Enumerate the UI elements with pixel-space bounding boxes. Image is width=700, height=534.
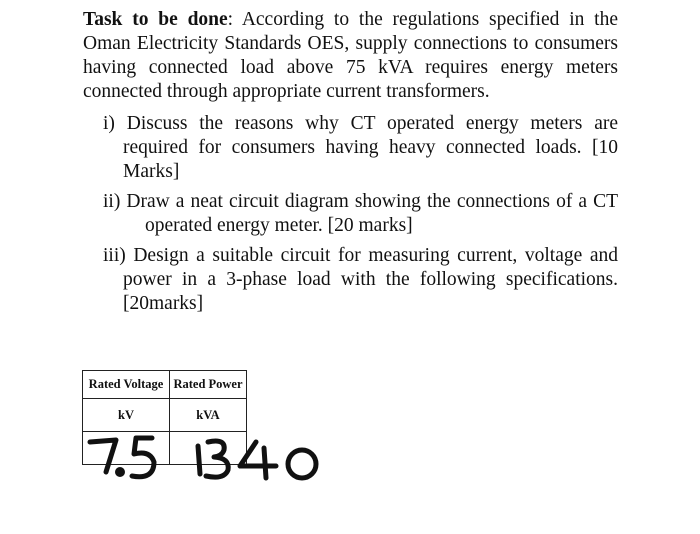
question-number: ii) — [103, 191, 121, 212]
handwritten-power — [198, 441, 316, 478]
header-rated-voltage: Rated Voltage — [83, 371, 170, 399]
task-label: Task to be done — [83, 9, 228, 30]
question-item-2 — [103, 190, 618, 238]
question-text: Discuss the reasons why CT operated energy meters are required for consumers having heavy connected loads. [10 Marks] — [123, 113, 619, 182]
question-text: Design a suitable circuit for measuring current, voltage and power in a 3-phase load with the following specifications. [20marks] — [123, 245, 619, 314]
question-number: i) — [103, 113, 115, 134]
question-item-1 — [103, 112, 618, 184]
task-text: : According to the regulations specified in the Oman Electricity Standards OES, supply connections to consumers having connected load above 75 kVA requires energy meters connected through appropriate current transformers. — [83, 9, 618, 102]
handwritten-values — [80, 428, 340, 500]
table-header-row — [83, 371, 247, 399]
unit-power: kVA — [170, 399, 247, 432]
question-item-3 — [103, 244, 618, 316]
unit-voltage: kV — [83, 399, 170, 432]
handwritten-voltage — [90, 438, 154, 477]
task-description — [83, 8, 618, 104]
table-unit-row — [83, 399, 247, 432]
question-number: iii) — [103, 245, 126, 266]
question-text: Draw a neat circuit diagram showing the connections of a CT operated energy meter. [20 marks] — [126, 191, 618, 236]
header-rated-power: Rated Power — [170, 371, 247, 399]
